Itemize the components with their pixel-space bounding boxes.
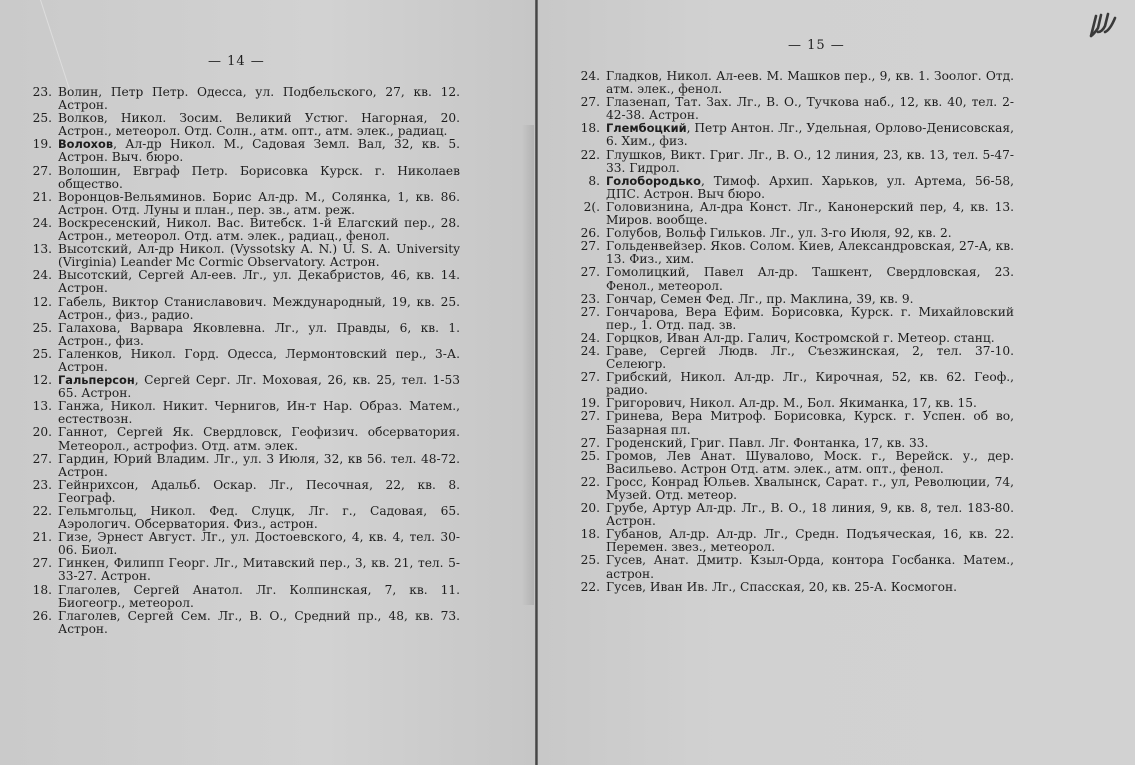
entry-number: 27. bbox=[580, 304, 600, 319]
entry-surname: Гардин bbox=[58, 451, 105, 466]
directory-entry bbox=[578, 96, 1014, 122]
entry-surname: Громов bbox=[606, 448, 653, 463]
directory-entry bbox=[578, 201, 1014, 227]
entry-details: , Анат. Дмитр. Кзыл-Орда, контора Госбанка. Матем., астрон. bbox=[606, 553, 1014, 581]
entry-number: 13. bbox=[32, 242, 52, 257]
entry-details: , Тимоф. Архип. Харьков, ул. Артема, 56-58, ДПС. Астрон. Выч бюро. bbox=[606, 173, 1014, 201]
entry-number: 25. bbox=[580, 553, 600, 568]
entry-details: , Юрий Владим. Лг., ул. 3 Июля, 32, кв 56. тел. 48-72. Астрон. bbox=[58, 451, 460, 479]
directory-entry bbox=[30, 138, 460, 164]
directory-entries bbox=[578, 70, 1014, 594]
entry-surname: Галенков bbox=[58, 346, 119, 361]
directory-entry bbox=[578, 175, 1014, 201]
entry-details: , Григ. Павл. Лг. Фонтанка, 17, кв. 33. bbox=[682, 435, 929, 450]
entry-surname: Гейнрихсон bbox=[58, 477, 135, 492]
directory-entry bbox=[30, 374, 460, 400]
entry-number: 24. bbox=[580, 330, 600, 345]
directory-entry bbox=[30, 217, 460, 243]
entry-surname: Волков bbox=[58, 111, 104, 126]
entry-number: 24. bbox=[580, 343, 600, 358]
directory-entry bbox=[578, 149, 1014, 175]
entry-details: , Петр Антон. Лг., Удельная, Орлово-Денисовская, 6. Хим., физ. bbox=[606, 121, 1014, 149]
directory-entry bbox=[578, 410, 1014, 436]
entry-surname: Воронцов-Вельяминов bbox=[58, 189, 202, 204]
entry-surname: Волошин bbox=[58, 163, 117, 178]
directory-entry bbox=[30, 243, 460, 269]
entry-number: 27. bbox=[32, 163, 52, 178]
entry-number: 23. bbox=[32, 85, 52, 99]
entry-details: , Сергей Як. Свердловск, Геофизич. обсерватория. Метеорол., астрофиз. Отд. атм. элек. bbox=[58, 425, 460, 453]
entry-surname: Гусев bbox=[606, 579, 643, 594]
entry-number: 23. bbox=[32, 477, 52, 492]
entry-number: 20. bbox=[32, 425, 52, 440]
directory-entry bbox=[30, 191, 460, 217]
directory-entry bbox=[578, 70, 1014, 96]
directory-entry bbox=[578, 450, 1014, 476]
entry-details: , Никол. Горд. Одесса, Лермонтовский пер., 3-А. Астрон. bbox=[58, 346, 460, 374]
entry-details: , Викт. Григ. Лг., В. О., 12 линия, 23, кв. 13, тел. 5-47-33. Гидрол. bbox=[606, 147, 1014, 175]
directory-entry bbox=[578, 502, 1014, 528]
entry-surname: Галахова bbox=[58, 320, 117, 335]
directory-entry bbox=[30, 348, 460, 374]
entry-details: , Никол. Вас. Витебск. 1-й Елагский пер., 28. Астрон., метеорол. Отд. атм. элек., радиац., фенол. bbox=[58, 215, 460, 244]
entry-details: , Артур Ал-др. Лг., В. О., 18 линия, 9, кв. 8, тел. 183-80. Астрон. bbox=[606, 501, 1014, 529]
entry-details: , Вольф Гильков. Лг., ул. 3-го Июля, 92, кв. 2. bbox=[657, 226, 952, 241]
entry-number: 8. bbox=[588, 173, 600, 188]
directory-entry bbox=[578, 345, 1014, 371]
directory-entry bbox=[30, 426, 460, 452]
entry-details: , Ал-др Никол. (Vyssotsky A. N.) U. S. A. University (Virginia) Leander Mc Cormic Observatory. Астрон. bbox=[58, 242, 460, 270]
directory-entry bbox=[30, 112, 460, 138]
entry-details: , Вера Митроф. Борисовка, Курск. г. Успен. об во, Базарная пл. bbox=[606, 409, 1014, 437]
entry-number: 21. bbox=[32, 530, 52, 545]
entry-number: 27. bbox=[32, 556, 52, 571]
entry-number: 18. bbox=[32, 582, 52, 597]
page-number: — 14 — bbox=[208, 54, 265, 69]
directory-entry bbox=[578, 528, 1014, 554]
entry-number: 19. bbox=[580, 396, 600, 411]
entry-details: . Борис Ал-др. М., Солянка, 1, кв. 86. Астрон. Отд. Луны и план., пер. зв., атм. реж. bbox=[58, 189, 460, 217]
entry-number: 18. bbox=[580, 527, 600, 542]
entry-surname: Волин bbox=[58, 85, 99, 99]
entry-details: , Вера Ефим. Борисовка, Курск. г. Михайловский пер., 1. Отд. пад. зв. bbox=[606, 304, 1014, 332]
directory-entry bbox=[578, 306, 1014, 332]
entry-details: , Филипп Георг. Лг., Митавский пер., 3, кв. 21, тел. 5-33-27. Астрон. bbox=[58, 556, 460, 584]
entry-surname: Гладков bbox=[606, 69, 659, 83]
entry-surname: Воскресенский bbox=[58, 215, 157, 230]
entry-number: 13. bbox=[32, 399, 52, 414]
entry-surname: Габель bbox=[58, 294, 103, 309]
entry-details: , Тат. Зах. Лг., В. О., Тучкова наб., 12, кв. 40, тел. 2-42-38. Астрон. bbox=[606, 95, 1014, 123]
entry-number: 18. bbox=[580, 121, 600, 136]
entry-details: . Яков. Солом. Киев, Александровская, 27-А, кв. 13. Физ., хим. bbox=[606, 239, 1014, 267]
directory-entry bbox=[30, 269, 460, 295]
entry-surname: Голобородько bbox=[606, 173, 701, 188]
left-page bbox=[0, 0, 536, 765]
directory-entry bbox=[30, 479, 460, 505]
entry-number: 22. bbox=[580, 579, 600, 594]
entry-details: , Никол. Ал-др. Лг., Кирочная, 52, кв. 62. Геоф., радио. bbox=[606, 370, 1014, 398]
entry-number: 25. bbox=[32, 320, 52, 335]
entry-details: , Сергей Серг. Лг. Моховая, 26, кв. 25, тел. 1-53 65. Астрон. bbox=[58, 373, 460, 401]
entry-number: 22. bbox=[580, 474, 600, 489]
directory-entry bbox=[30, 531, 460, 557]
entry-surname: Гросс bbox=[606, 474, 643, 489]
directory-entry bbox=[30, 86, 460, 112]
entry-number: 23. bbox=[580, 291, 600, 306]
entry-surname: Грубе bbox=[606, 501, 644, 516]
entry-surname: Гинкен bbox=[58, 556, 106, 571]
entry-surname: Гальперсон bbox=[58, 373, 135, 388]
entry-details: , Сергей Людв. Лг., Съезжинская, 2, тел. 37-10. Селеюгр. bbox=[606, 343, 1014, 372]
directory-entry bbox=[30, 453, 460, 479]
entry-number: 25. bbox=[580, 448, 600, 463]
entry-details: , Сергей Анатол. Лг. Колпинская, 7, кв. 11. Биогеогр., метеорол. bbox=[58, 582, 460, 610]
entry-surname: Граве bbox=[606, 343, 644, 358]
entry-details: , Никол. Никит. Чернигов, Ин-т Нар. Образ. Матем., естествозн. bbox=[58, 399, 460, 427]
entry-number: 12. bbox=[32, 373, 52, 388]
entry-details: , Ал-др Никол. М., Садовая Земл. Вал, 32, кв. 5. Астрон. Выч. бюро. bbox=[58, 137, 460, 165]
entry-details: , Павел Ал-др. Ташкент, Свердловская, 23. Фенол., метеорол. bbox=[606, 265, 1014, 293]
directory-entry bbox=[578, 266, 1014, 292]
directory-entry bbox=[578, 122, 1014, 148]
entry-details: , Конрад Юльев. Хвалынск, Сарат. г., ул, Революции, 74, Музей. Отд. метеор. bbox=[606, 474, 1014, 502]
entry-number: 24. bbox=[32, 268, 52, 283]
entry-number: 27. bbox=[32, 451, 52, 466]
entry-number: 24. bbox=[32, 215, 52, 230]
entry-details: , Никол. Фед. Слуцк, Лг. г., Садовая, 65. Аэрологич. Обсерватория. Физ., астрон. bbox=[58, 504, 460, 532]
entry-surname: Глаголев bbox=[58, 582, 117, 597]
directory-entry bbox=[578, 581, 1014, 594]
entry-details: , Ал-др. Ал-др. Лг., Средн. Подъяческая, 16, кв. 22. Перемен. звез., метеорол. bbox=[606, 527, 1014, 555]
entry-surname: Грибский bbox=[606, 370, 669, 385]
entry-details: , Петр Петр. Одесса, ул. Подбельского, 27, кв. 12. Астрон. bbox=[58, 85, 460, 113]
entry-details: , Эрнест Август. Лг., ул. Достоевского, 4, кв. 4, тел. 30-06. Биол. bbox=[58, 530, 460, 558]
entry-number: 27. bbox=[580, 239, 600, 254]
entry-surname: Гончар bbox=[606, 291, 653, 306]
entry-details: , Иван Ал-др. Галич, Костромской г. Метеор. станц. bbox=[658, 330, 995, 345]
directory-entry bbox=[578, 240, 1014, 266]
directory-entry bbox=[30, 400, 460, 426]
entry-surname: Гончарова bbox=[606, 304, 675, 319]
entry-surname: Высотский bbox=[58, 242, 129, 257]
entry-surname: Ганнот bbox=[58, 425, 104, 440]
entry-number: 19. bbox=[32, 137, 52, 152]
entry-surname: Гринева bbox=[606, 409, 660, 424]
directory-entry bbox=[578, 476, 1014, 502]
entry-details: , Семен Фед. Лг., пр. Маклина, 39, кв. 9. bbox=[652, 291, 914, 306]
entry-surname: Григорович bbox=[606, 396, 682, 411]
entry-details: , Евграф Петр. Борисовка Курск. г. Николаев общество. bbox=[58, 163, 460, 191]
entry-details: , Сергей Сем. Лг., В. О., Средний пр., 48, кв. 73. Астрон. bbox=[58, 608, 460, 636]
entry-details: , Ал-дра Конст. Лг., Канонерский пер, 4, кв. 13. Миров. вообще. bbox=[606, 199, 1014, 228]
entry-number: 27. bbox=[580, 409, 600, 424]
entry-details: , Никол. Ал-др. М., Бол. Якиманка, 17, кв. 15. bbox=[681, 396, 977, 411]
entry-surname: Горцков bbox=[606, 330, 659, 345]
entry-surname: Голубов bbox=[606, 226, 658, 241]
entry-details: , Сергей Ал-еев. Лг., ул. Декабристов, 46, кв. 14. Астрон. bbox=[58, 268, 460, 296]
entry-surname: Гомолицкий bbox=[606, 265, 686, 280]
entry-surname: Глембоцкий bbox=[606, 121, 687, 136]
entry-number: 21. bbox=[32, 189, 52, 204]
entry-number: 20. bbox=[580, 501, 600, 516]
entry-surname: Гольденвейзер bbox=[606, 239, 703, 254]
entry-number: 25. bbox=[32, 346, 52, 361]
entry-surname: Гельмгольц bbox=[58, 504, 134, 518]
handwritten-mark bbox=[1085, 10, 1121, 40]
entry-details: , Виктор Станиславович. Международный, 19, кв. 25. Астрон., физ., радио. bbox=[58, 294, 460, 322]
entry-surname: Высотский bbox=[58, 268, 129, 283]
entry-number: 27. bbox=[580, 370, 600, 385]
entry-surname: Глушков bbox=[606, 147, 663, 162]
entry-surname: Волохов bbox=[58, 137, 114, 152]
directory-entry bbox=[30, 165, 460, 191]
entry-number: 26. bbox=[580, 226, 600, 241]
entry-number: 26. bbox=[32, 608, 52, 623]
entry-details: , Никол. Ал-еев. М. Машков пер., 9, кв. 1. Зоолог. Отд. атм. элек., фенол. bbox=[606, 69, 1014, 97]
directory-entry bbox=[30, 557, 460, 583]
entry-details: , Лев Анат. Шувалово, Моск. г., Верейск. у., дер. Васильево. Астрон Отд. атм. элек., атм. опт., фенол. bbox=[606, 448, 1014, 476]
entry-number: 12. bbox=[32, 294, 52, 309]
right-page bbox=[538, 0, 1135, 765]
entry-surname: Губанов bbox=[606, 527, 659, 542]
entry-surname: Гусев bbox=[606, 553, 643, 568]
directory-entry bbox=[30, 322, 460, 348]
directory-entry bbox=[30, 296, 460, 322]
entry-surname: Ганжа bbox=[58, 399, 100, 414]
entry-surname: Гроденский bbox=[606, 435, 683, 450]
directory-entry bbox=[30, 610, 460, 636]
entry-details: , Никол. Зосим. Великий Устюг. Нагорная, 20. Астрон., метеорол. Отд. Солн., атм. опт., атм. элек., радиац. bbox=[58, 111, 460, 139]
directory-entry bbox=[30, 505, 460, 531]
entry-surname: Глазенап bbox=[606, 95, 667, 110]
entry-number: 24. bbox=[580, 69, 600, 83]
directory-entry bbox=[30, 584, 460, 610]
directory-entry bbox=[578, 371, 1014, 397]
entry-number: 2(. bbox=[583, 199, 600, 214]
entry-number: 25. bbox=[32, 111, 52, 126]
entry-surname: Глаголев bbox=[58, 608, 117, 623]
entry-details: , Варвара Яковлевна. Лг., ул. Правды, 6, кв. 1. Астрон., физ. bbox=[58, 320, 460, 348]
entry-surname: Гизе bbox=[58, 530, 89, 545]
entry-number: 27. bbox=[580, 95, 600, 110]
entry-surname: Головизнина bbox=[606, 199, 690, 214]
entry-number: 22. bbox=[32, 504, 52, 518]
entry-details: , Адальб. Оскар. Лг., Песочная, 22, кв. 8. Географ. bbox=[58, 477, 460, 505]
directory-entry bbox=[578, 554, 1014, 580]
entry-number: 22. bbox=[580, 147, 600, 162]
entry-number: 27. bbox=[580, 265, 600, 280]
page-number: — 15 — bbox=[788, 38, 845, 53]
entry-number: 27. bbox=[580, 435, 600, 450]
entry-details: , Иван Ив. Лг., Спасская, 20, кв. 25-А. Космогон. bbox=[642, 579, 957, 594]
gutter-shadow bbox=[522, 125, 534, 605]
directory-entries bbox=[30, 86, 460, 636]
